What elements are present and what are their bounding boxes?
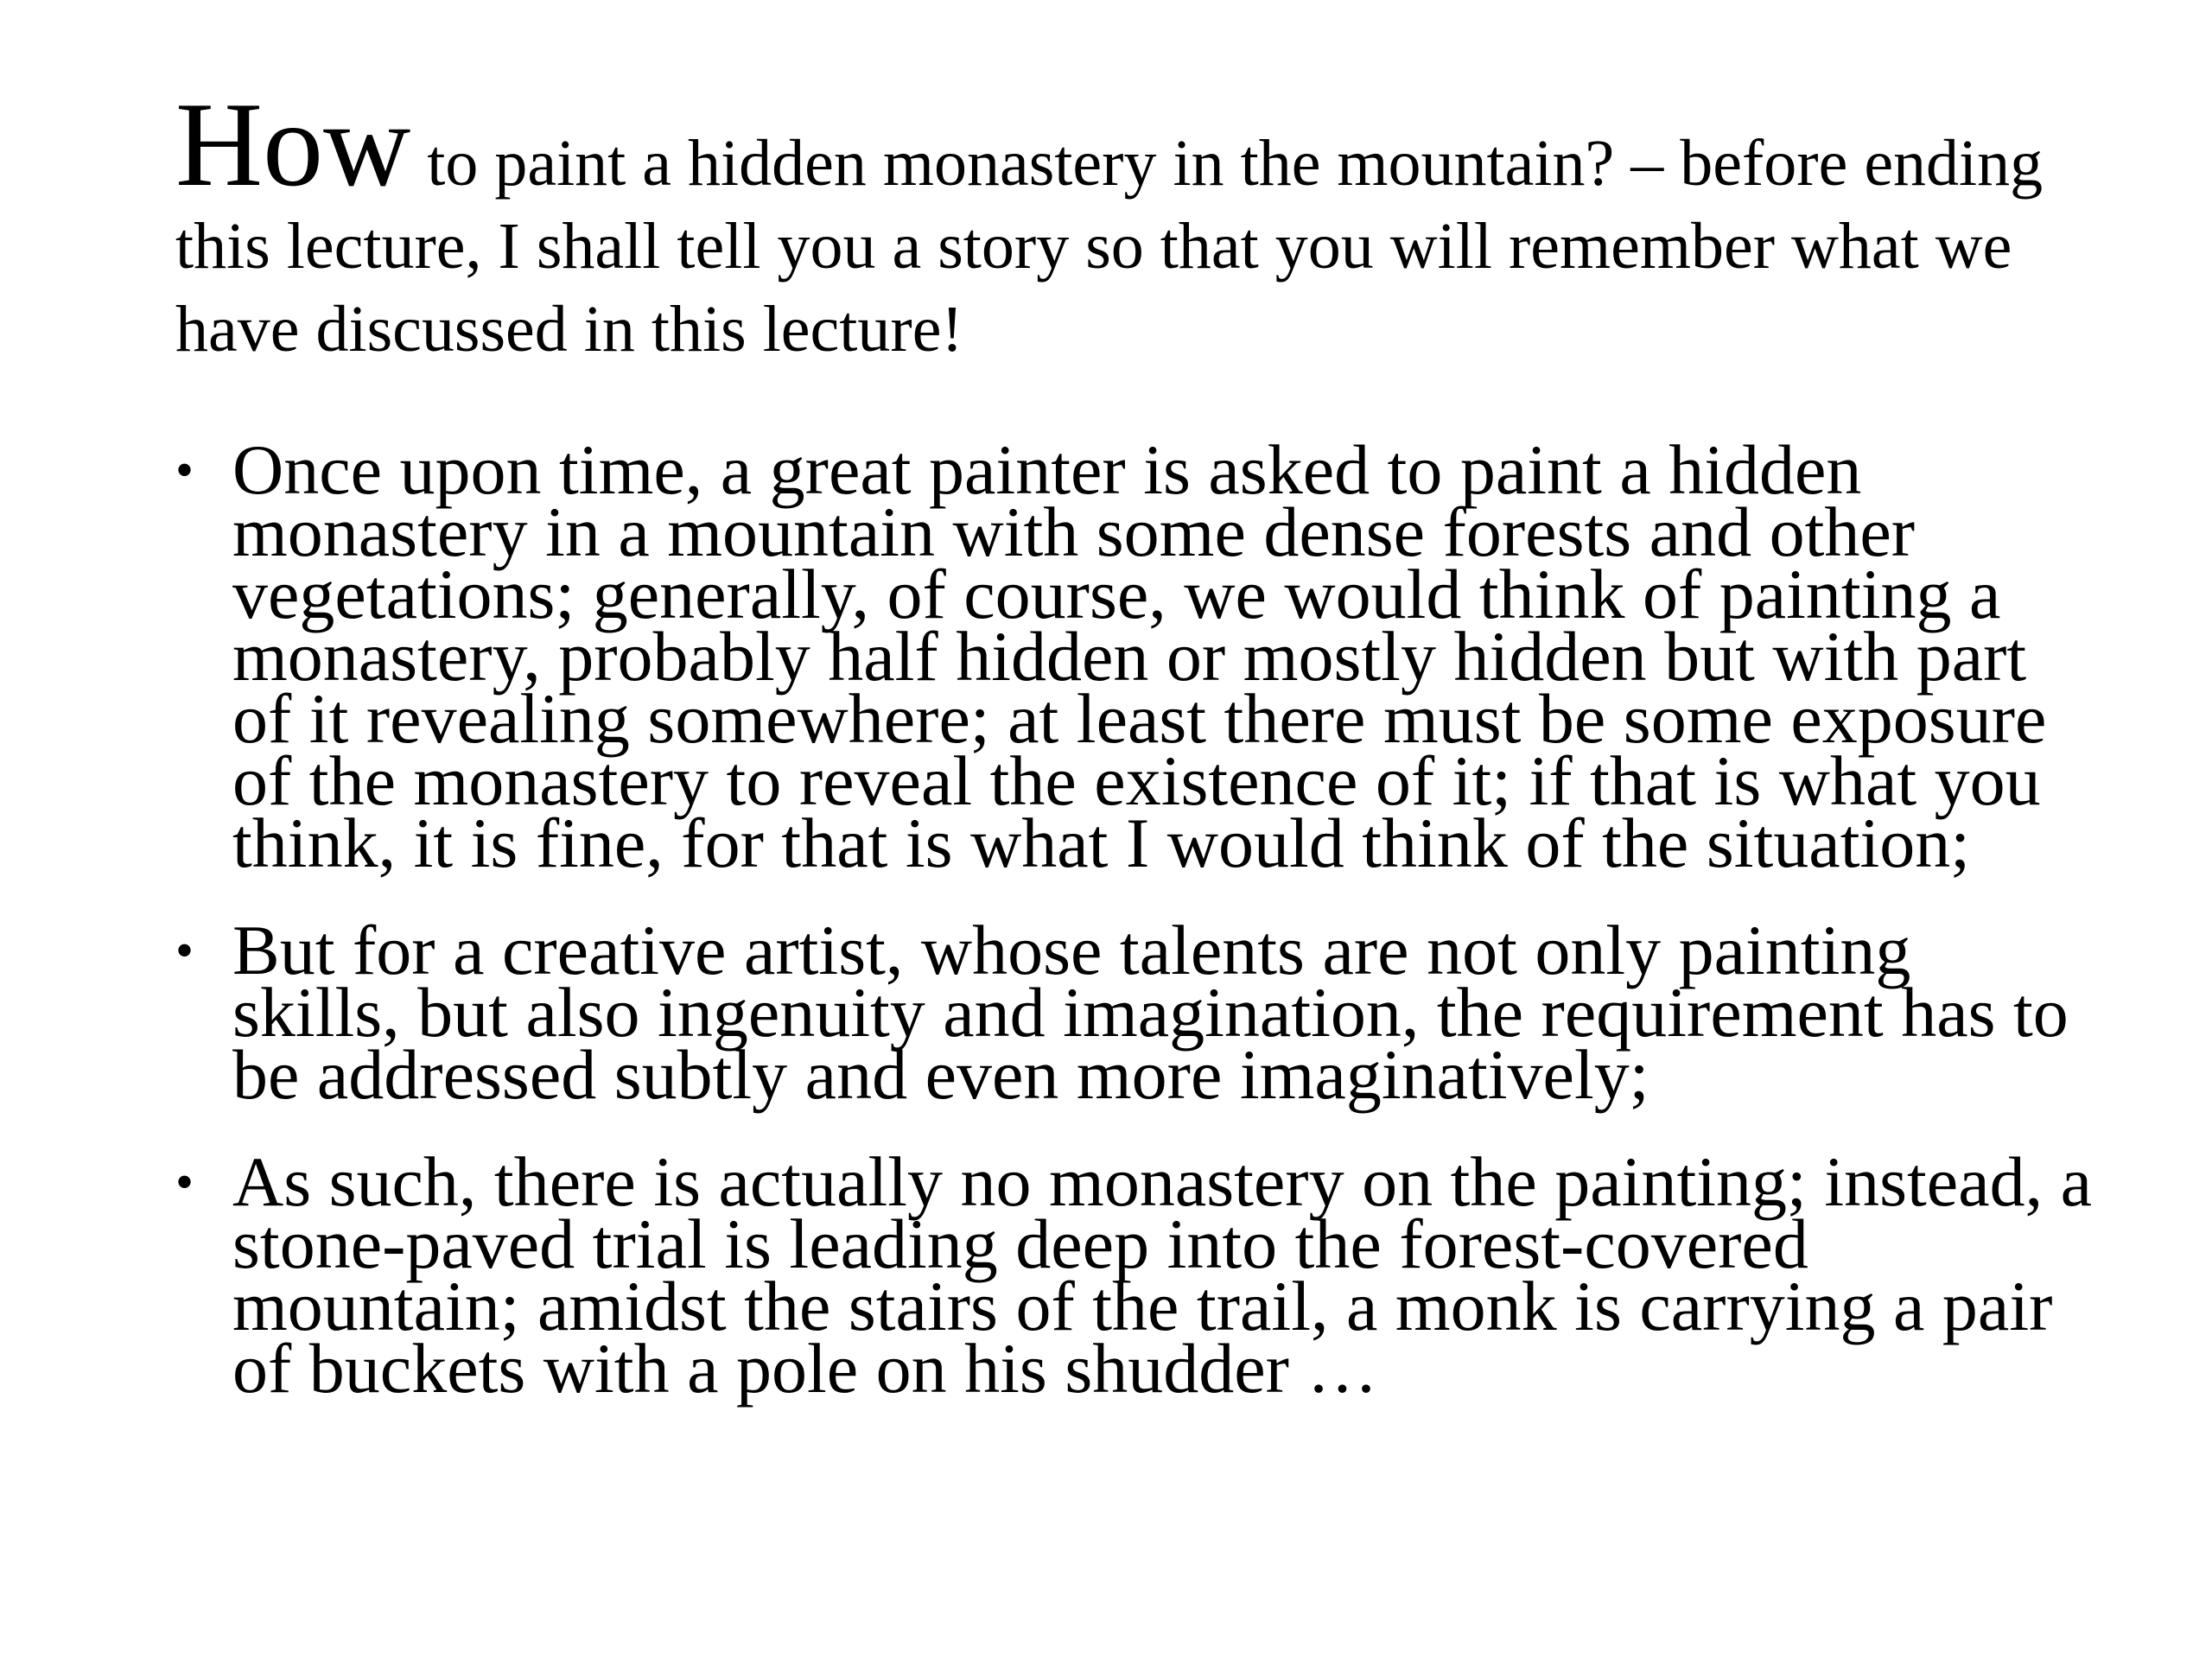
slide-title (175, 78, 2076, 371)
bullet-list (175, 430, 2094, 1445)
bullet-dot-icon: • (175, 922, 194, 979)
bullet-item (175, 1142, 2094, 1408)
bullet-dot-icon: • (175, 1154, 194, 1211)
title-rest: to paint a hidden monastery in the mountain? – before ending this lecture, I shall tell you a story so that you will remember what we have discussed in this lecture! (175, 127, 2044, 365)
title-first-word: How (175, 78, 411, 212)
bullet-text: As such, there is actually no monastery on the painting; instead, a stone-paved trial is leading deep into the forest-covered mountain; amidst the stairs of the trail, a monk is carrying a pair of buckets with a pole on his shudder … (232, 1142, 2092, 1408)
bullet-text: Once upon time, a great painter is asked to paint a hidden monastery in a mountain with some dense forests and other vegetations; generally, of course, we would think of painting a monastery, probably half hidden or mostly hidden but with part of it revealing somewhere; at least there must be some exposure of the monastery to reveal the existence of it; if that is what you think, it is fine, for that is what I would think of the situation; (232, 430, 2047, 882)
bullet-dot-icon: • (175, 442, 194, 499)
bullet-item (175, 911, 2094, 1114)
bullet-text: But for a creative artist, whose talents are not only painting skills, but also ingenuity and imagination, the requirement has to be addressed subtly and even more imaginatively; (232, 911, 2069, 1114)
bullet-item (175, 430, 2094, 882)
